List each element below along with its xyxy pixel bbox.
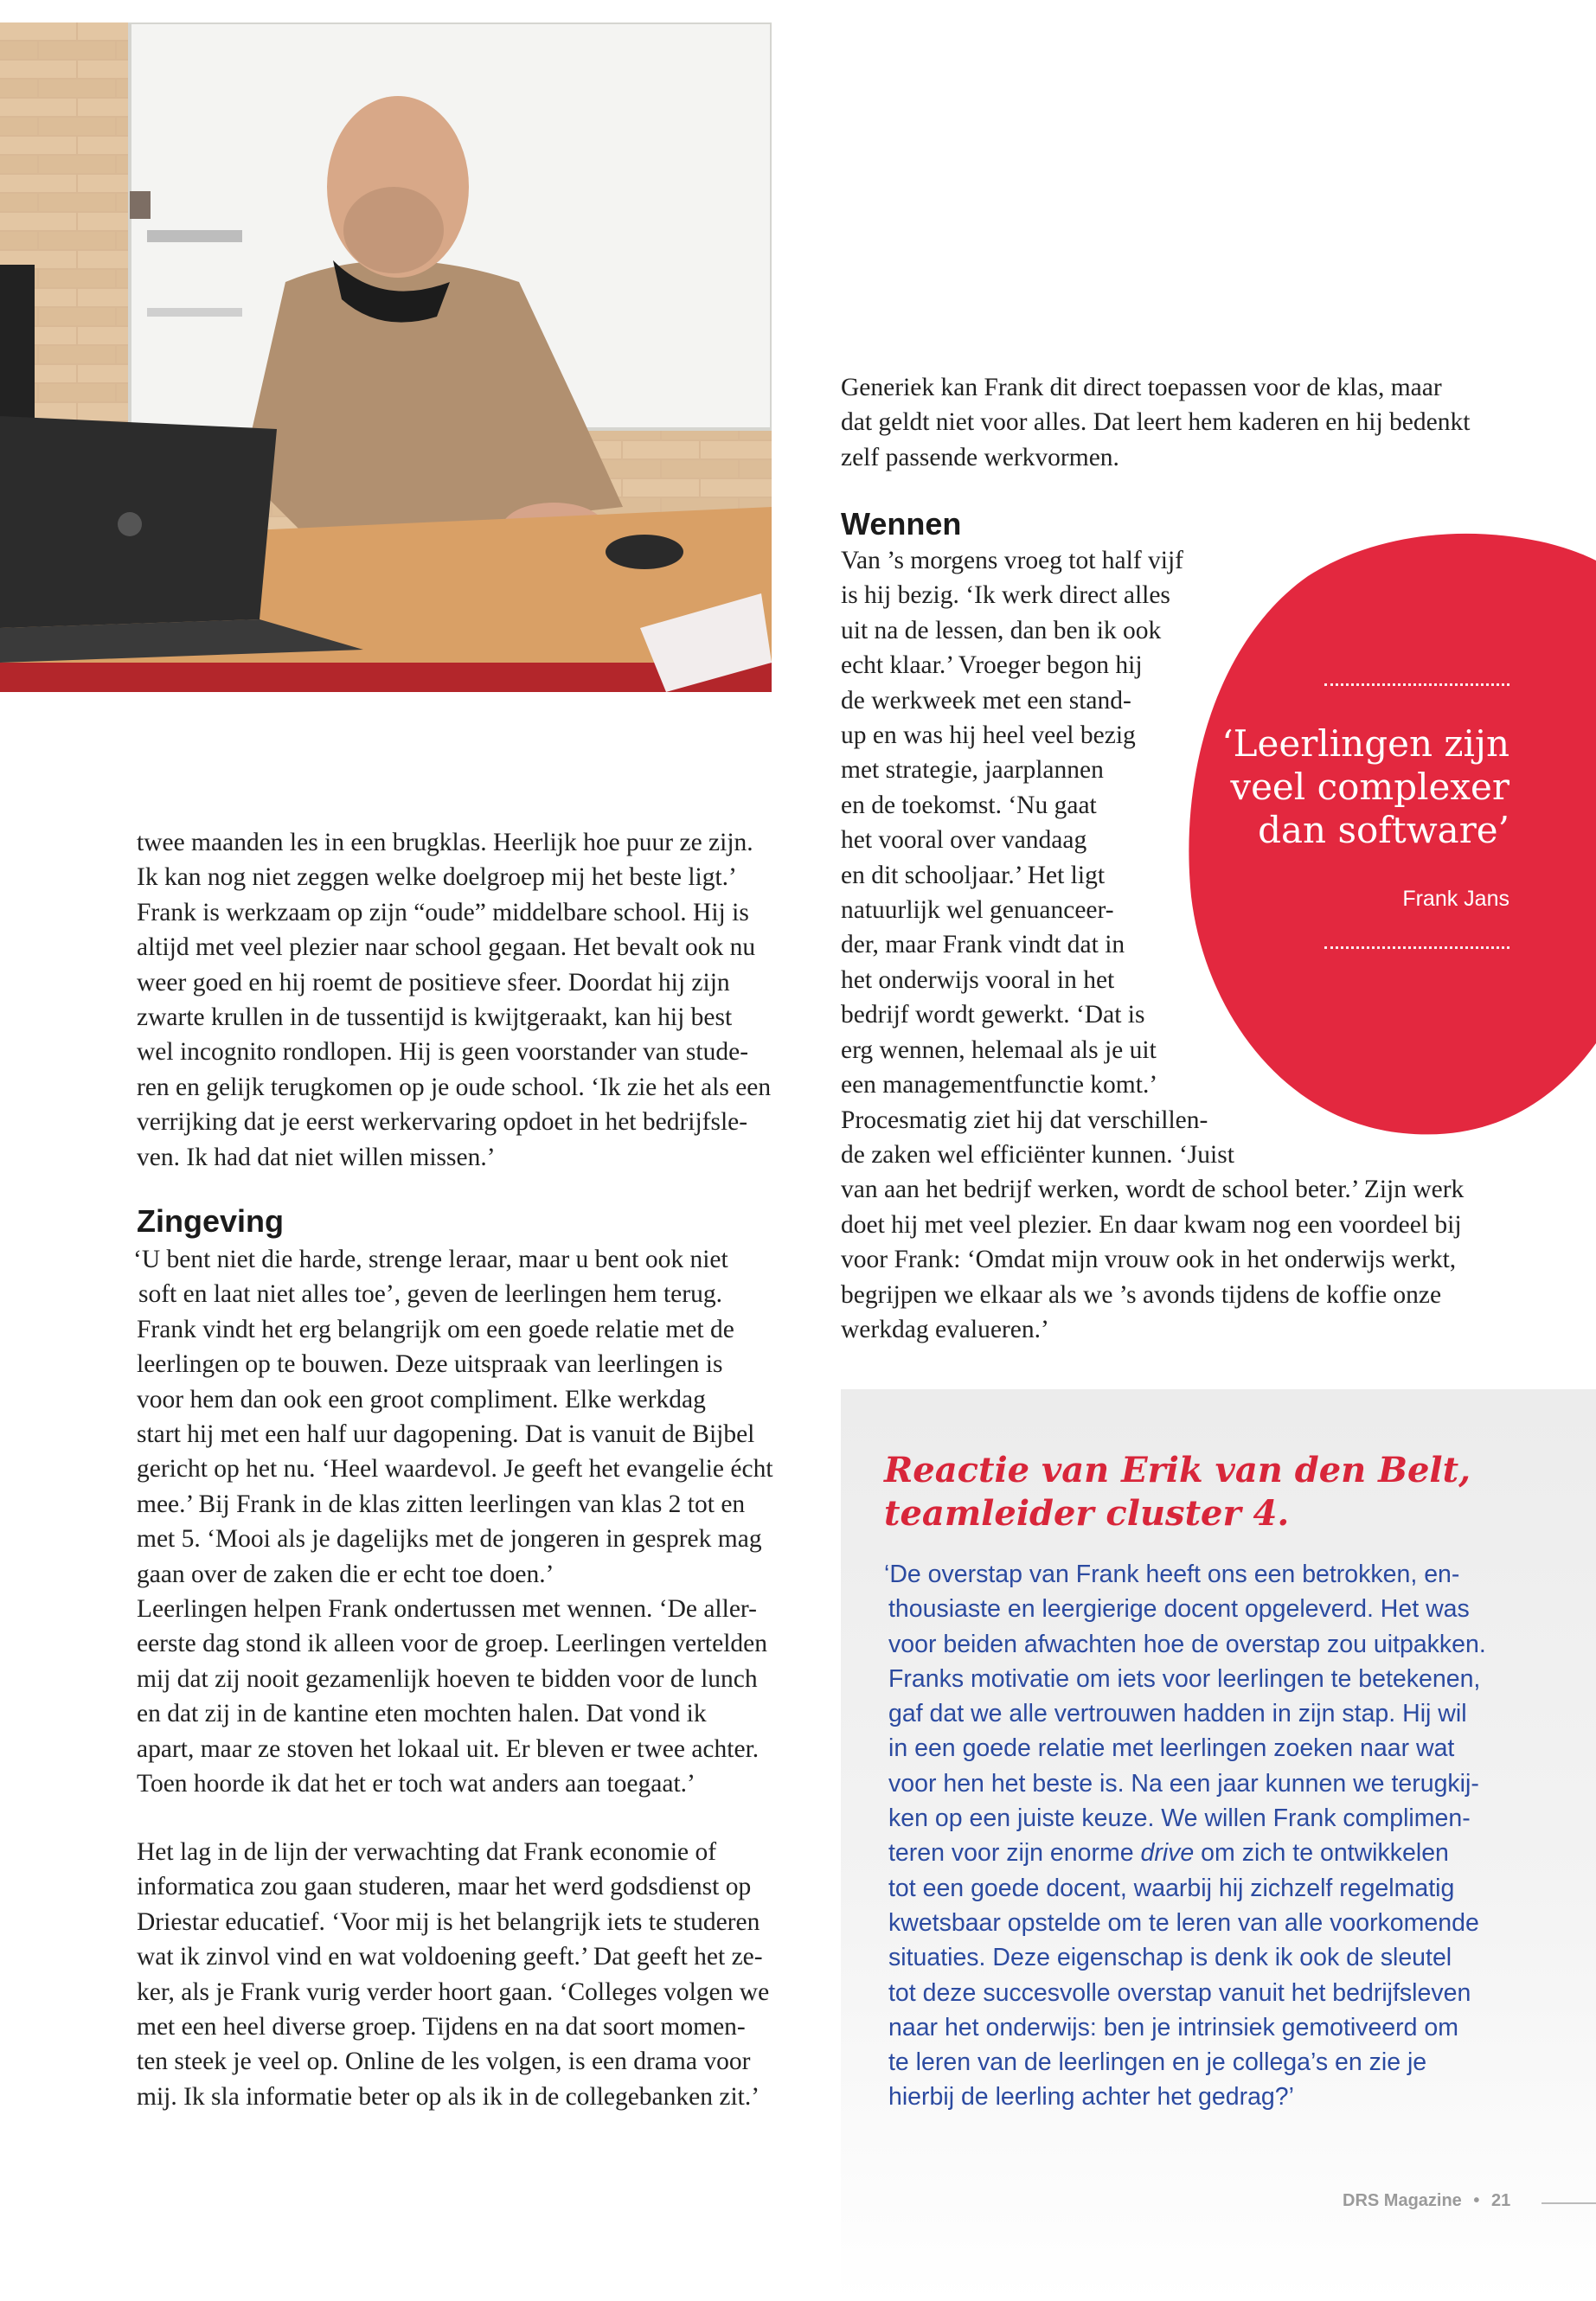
text-line: Toen hoorde ik dat het er toch wat anders aan toegaat.’ <box>137 1770 695 1798</box>
text-line: leerlingen op te bouwen. Deze uitspraak van leerlingen is <box>137 1350 723 1379</box>
text-line: wat ik zinvol vind en wat voldoening geeft.’ Dat geeft het ze- <box>137 1943 763 1971</box>
text-line: begrijpen we elkaar als we ’s avonds tijdens de koffie onze <box>841 1280 1442 1309</box>
page-number: 21 <box>1490 2191 1511 2210</box>
text-line: van aan het bedrijf werken, wordt de school beter.’ Zijn werk <box>841 1176 1465 1204</box>
text-line: zwarte krullen in de tussentijd is kwijtgeraakt, kan hij best <box>137 1003 733 1032</box>
text-line: up en was hij heel veel bezig <box>841 721 1136 750</box>
text-line: mij dat zij nooit gezamenlijk hoeven te bidden voor de lunch <box>137 1664 758 1693</box>
text-line: ten steek je veel op. Online de les volgen, is een drama voor <box>137 2048 751 2076</box>
reactie-title-line: teamleider cluster 4. <box>884 1493 1290 1534</box>
text-line: uit na de lessen, dan ben ik ook <box>841 616 1162 644</box>
text-line: en dat zij in de kantine eten mochten halen. Dat vond ik <box>137 1700 707 1728</box>
text-line: kwetsbaar opstelde om te leren van alle voorkomende <box>888 1908 1479 1937</box>
text-line: thousiaste en leergierige docent opgeleverd. Het was <box>888 1595 1470 1624</box>
text-line: ken op een juiste keuze. We willen Frank complimen- <box>888 1804 1471 1833</box>
text-line: doet hij met veel plezier. En daar kwam nog een voordeel bij <box>841 1210 1462 1239</box>
text-line: dat geldt niet voor alles. Dat leert hem kaderen en hij bedenkt <box>841 408 1471 437</box>
text-segment: om zich te ontwikkelen <box>1194 1839 1449 1868</box>
text-line: voor hem dan ook een groot compliment. Elke werkdag <box>137 1385 706 1413</box>
text-line: apart, maar ze stoven het lokaal uit. Er bleven er twee achter. <box>137 1734 760 1763</box>
text-line: in een goede relatie met leerlingen zoeken naar wat <box>888 1734 1455 1763</box>
text-line: twee maanden les in een brugklas. Heerlijk hoe puur ze zijn. <box>137 829 753 856</box>
quote-line: dan software’ <box>1258 809 1509 851</box>
text-line: Frank vindt het erg belangrijk om een goede relatie met de <box>137 1315 734 1343</box>
text-line: echt klaar.’ Vroeger begon hij <box>841 651 1143 680</box>
text-line <box>884 1836 1529 1870</box>
text-line: bedrijf wordt gewerkt. ‘Dat is <box>841 1001 1145 1029</box>
text-line: is hij bezig. ‘Ik werk direct alles <box>841 581 1170 610</box>
reactie-title-line: Reactie van Erik van den Belt, <box>884 1450 1471 1490</box>
heading-zingeving: Zingeving <box>137 1203 284 1239</box>
text-line: voor Frank: ‘Omdat mijn vrouw ook in het onderwijs werkt, <box>841 1246 1457 1274</box>
text-line: der, maar Frank vindt dat in <box>841 931 1125 959</box>
text-line: werkdag evalueren.’ <box>841 1315 1049 1343</box>
text-line: ‘De overstap van Frank heeft ons een betrokken, en- <box>884 1561 1460 1588</box>
quote-line: ‘Leerlingen zijn <box>1221 722 1509 765</box>
text-line: Frank is werkzaam op zijn “oude” middelbare school. Hij is <box>137 898 749 926</box>
page-footer <box>1343 2191 1510 2211</box>
text-line: en de toekomst. ‘Nu gaat <box>841 791 1097 819</box>
text-line: met een heel diverse groep. Tijdens en na dat soort momen- <box>137 2013 746 2041</box>
text-line: de werkweek met een stand- <box>841 686 1131 715</box>
quote-line: veel complexer <box>1230 766 1509 808</box>
text-line: tot deze succesvolle overstap vanuit het bedrijfsleven <box>888 1978 1471 2007</box>
text-line: soft en laat niet alles toe’, geven de leerlingen hem terug. <box>138 1280 722 1309</box>
text-line: ren en gelijk terugkomen op je oude school. ‘Ik zie het als een <box>137 1073 772 1101</box>
text-line: het onderwijs vooral in het <box>841 965 1115 994</box>
text-line: ker, als je Frank vurig verder hoort gaan. ‘Colleges volgen we <box>137 1977 770 2006</box>
text-line: Leerlingen helpen Frank ondertussen met wennen. ‘De aller- <box>137 1595 757 1624</box>
text-line: erg wennen, helemaal als je uit <box>841 1035 1157 1064</box>
text-line: ‘U bent niet die harde, strenge leraar, maar u bent ook niet <box>133 1246 728 1273</box>
photo-teacher-icon <box>0 22 772 692</box>
text-line: een managementfunctie komt.’ <box>841 1071 1158 1099</box>
text-line: en dit schooljaar.’ Het ligt <box>841 861 1106 889</box>
text-line: informatica zou gaan studeren, maar het werd godsdienst op <box>137 1873 752 1901</box>
text-line: Ik kan nog niet zeggen welke doelgroep mij het beste ligt.’ <box>137 863 737 892</box>
heading-wennen: Wennen <box>841 506 962 542</box>
text-line: met 5. ‘Mooi als je dagelijks met de jongeren in gesprek mag <box>137 1525 762 1554</box>
text-line: naar het onderwijs: ben je intrinsiek gemotiveerd om <box>888 2013 1459 2041</box>
text-line: situaties. Deze eigenschap is denk ik ook de sleutel <box>888 1944 1452 1972</box>
text-line: weer goed en hij roemt de positieve sfeer. Doordat hij zijn <box>137 968 730 997</box>
text-line: hierbij de leerling achter het gedrag?’ <box>888 2083 1294 2112</box>
magazine-name: DRS Magazine <box>1343 2191 1462 2210</box>
text-line: Franks motivatie om iets voor leerlingen te betekenen, <box>888 1664 1481 1693</box>
text-line: Procesmatig ziet hij dat verschillen- <box>841 1106 1208 1134</box>
text-line: gaan over de zaken die er echt toe doen.’ <box>137 1560 554 1588</box>
text-line: Driestar educatief. ‘Voor mij is het belangrijk iets te studeren <box>137 1907 760 1936</box>
left-paragraph-3 <box>137 1835 820 2114</box>
text-line: met strategie, jaarplannen <box>841 756 1104 785</box>
left-paragraph-1 <box>137 825 820 1175</box>
text-line: altijd met veel plezier naar school gegaan. Het bevalt ook nu <box>137 933 756 962</box>
text-line: mij. Ik sla informatie beter op als ik in de collegebanken zit.’ <box>137 2082 760 2111</box>
text-line: gericht op het nu. ‘Heel waardevol. Je geeft het evangelie écht <box>137 1455 773 1484</box>
header-photo <box>0 22 772 692</box>
text-line: de zaken wel efficiënter kunnen. ‘Juist <box>841 1140 1234 1169</box>
text-line: voor hen het beste is. Na een jaar kunnen we terugkij- <box>888 1769 1479 1798</box>
text-line: gaf dat we alle vertrouwen hadden in zijn stap. Hij wil <box>888 1700 1467 1728</box>
text-line: Generiek kan Frank dit direct toepassen voor de klas, maar <box>841 374 1442 401</box>
reactie-title <box>884 1449 1542 1535</box>
zingeving-paragraph <box>133 1242 821 1802</box>
text-line: te leren van de leerlingen en je collega’s en zie je <box>888 2048 1427 2077</box>
wennen-paragraph <box>841 543 1550 1347</box>
text-line: eerste dag stond ik alleen voor de groep. Leerlingen vertelden <box>137 1630 768 1658</box>
footer-separator: • <box>1473 2191 1480 2210</box>
footer-rule <box>1542 2202 1596 2204</box>
text-line: tot een goede docent, waarbij hij zichzelf regelmatig <box>888 1874 1455 1902</box>
text-line: Van ’s morgens vroeg tot half vijf <box>841 547 1184 574</box>
text-line: natuurlijk wel genuanceer- <box>841 896 1114 925</box>
text-line: het vooral over vandaag <box>841 826 1087 855</box>
text-line: mee.’ Bij Frank in de klas zitten leerlingen van klas 2 tot en <box>137 1490 746 1518</box>
text-segment: teren voor zijn enorme <box>888 1839 1141 1868</box>
text-line: wel incognito rondlopen. Hij is geen voorstander van stude- <box>137 1038 749 1067</box>
reactie-body <box>884 1557 1529 2115</box>
intro-paragraph <box>841 370 1550 475</box>
text-line: start hij met een half uur dagopening. Dat is vanuit de Bijbel <box>137 1420 755 1449</box>
text-line: verrijking dat je eerst werkervaring opdoet in het bedrijfsle- <box>137 1108 748 1137</box>
text-line: ven. Ik had dat niet willen missen.’ <box>137 1143 496 1171</box>
quote-author: Frank Jans <box>1402 887 1509 911</box>
emphasis-drive: drive <box>1140 1839 1195 1868</box>
text-line: Het lag in de lijn der verwachting dat Frank economie of <box>137 1838 717 1866</box>
text-line: zelf passende werkvormen. <box>841 443 1119 471</box>
text-line: voor beiden afwachten hoe de overstap zou uitpakken. <box>888 1630 1486 1658</box>
